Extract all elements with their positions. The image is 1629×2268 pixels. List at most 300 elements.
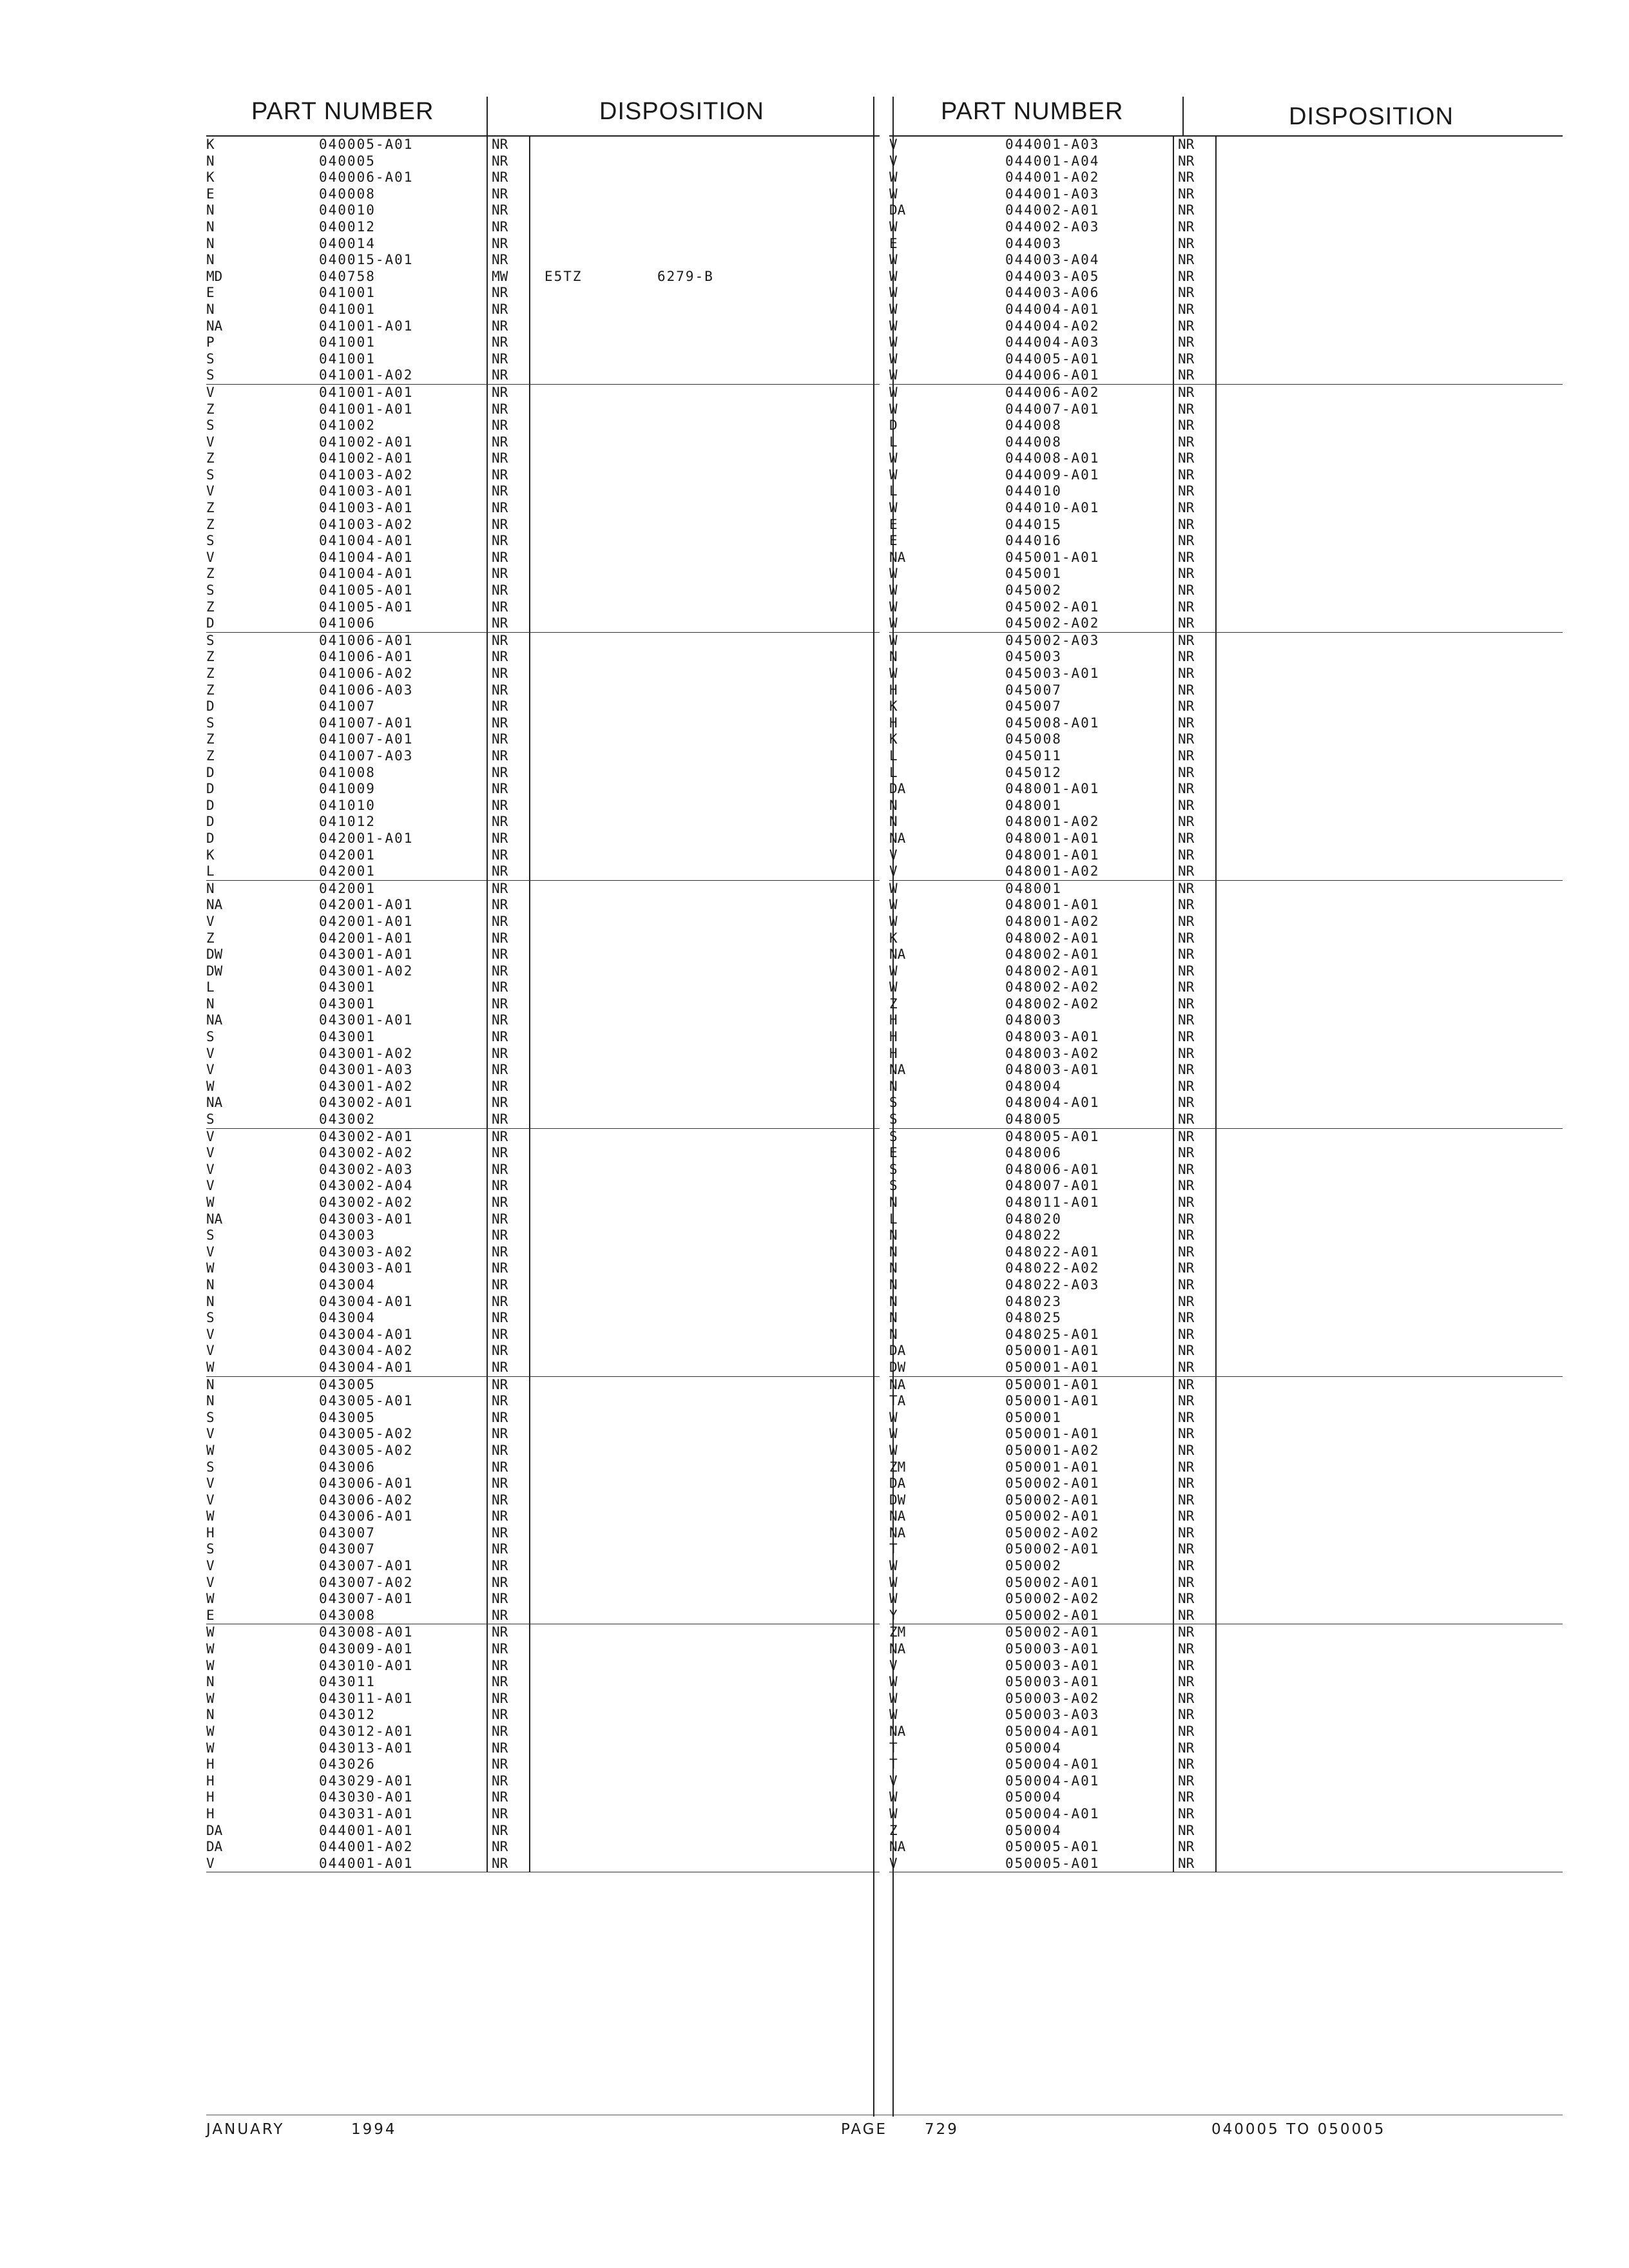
row-prefix: Z (206, 450, 215, 466)
table-row (206, 418, 880, 434)
row-disposition: NR (487, 1839, 530, 1856)
row-prefix: W (889, 1690, 898, 1706)
row-part-number: 041004-A01 (319, 533, 414, 549)
row-disposition: NR (1173, 517, 1217, 533)
row-disposition: NR (1173, 533, 1217, 550)
table-row (206, 1492, 880, 1509)
row-part-number: 043004-A01 (319, 1359, 414, 1375)
row-prefix: W (889, 979, 898, 995)
table-row (206, 781, 880, 798)
row-part-number: 044006-A01 (1005, 367, 1100, 383)
row-disposition: NR (487, 533, 530, 550)
row-disposition: NR (487, 153, 530, 170)
row-prefix: N (206, 301, 215, 317)
row-disposition: NR (487, 1541, 530, 1558)
row-prefix: D (889, 418, 898, 434)
row-part-number: 041007-A03 (319, 747, 414, 764)
row-prefix: N (889, 1227, 898, 1244)
table-row (889, 418, 1563, 434)
table-row (889, 1162, 1563, 1178)
table-row (206, 1111, 880, 1129)
row-disposition: NR (1173, 748, 1217, 765)
row-prefix: V (206, 1855, 215, 1871)
row-disposition: NR (487, 1211, 530, 1228)
row-prefix: NA (889, 1376, 906, 1392)
table-row (206, 219, 880, 236)
row-disposition: NR (487, 1111, 530, 1128)
row-part-number: 050005-A01 (1005, 1855, 1100, 1871)
row-prefix: NA (889, 830, 906, 846)
table-row (206, 1195, 880, 1211)
row-part-number: 041006-A01 (319, 649, 414, 665)
row-part-number: 050002-A01 (1005, 1492, 1100, 1508)
table-row (206, 1773, 880, 1790)
row-prefix: N (889, 1310, 898, 1326)
row-prefix: W (889, 1789, 898, 1805)
row-prefix: N (206, 1376, 215, 1392)
row-part-number: 048002-A02 (1005, 995, 1100, 1012)
row-part-number: 045002 (1005, 582, 1062, 599)
row-prefix: W (889, 318, 898, 334)
right-table-body (889, 137, 1563, 1872)
row-prefix: W (889, 285, 898, 301)
table-row (889, 367, 1563, 385)
row-prefix: V (889, 137, 898, 152)
row-disposition: NR (1173, 649, 1217, 666)
table-row (889, 649, 1563, 666)
table-row (206, 318, 880, 335)
table-row (889, 434, 1563, 451)
row-part-number: 041008 (319, 764, 376, 780)
table-row (889, 1277, 1563, 1294)
table-row (206, 1360, 880, 1377)
row-part-number: 043011-A01 (319, 1690, 414, 1706)
row-disposition: NR (1173, 385, 1217, 401)
row-prefix: Z (206, 599, 215, 615)
row-prefix: E (889, 235, 898, 251)
row-disposition: NR (1173, 467, 1217, 484)
row-disposition: NR (487, 1426, 530, 1443)
table-row (889, 1095, 1563, 1111)
table-row (206, 533, 880, 550)
row-disposition: NR (487, 302, 530, 318)
row-disposition: NR (487, 1525, 530, 1542)
table-row (889, 1658, 1563, 1675)
row-disposition: NR (487, 814, 530, 831)
row-prefix: K (206, 137, 215, 152)
table-row (889, 219, 1563, 236)
row-part-number: 048023 (1005, 1293, 1062, 1309)
row-prefix: S (889, 1111, 898, 1128)
row-prefix: D (206, 698, 215, 715)
row-prefix: Z (206, 401, 215, 417)
row-part-number: 043012 (319, 1707, 376, 1723)
row-part-number: 043006 (319, 1459, 376, 1475)
table-row (206, 1426, 880, 1443)
row-disposition: NR (1173, 996, 1217, 1013)
row-prefix: DA (889, 202, 906, 218)
table-row (889, 500, 1563, 517)
row-prefix: NA (889, 1839, 906, 1855)
table-row (206, 1658, 880, 1675)
row-disposition: NR (487, 285, 530, 302)
table-row (889, 1591, 1563, 1608)
row-disposition: NR (487, 1856, 530, 1872)
row-prefix: S (206, 1409, 215, 1425)
row-prefix: W (889, 401, 898, 417)
row-part-number: 040012 (319, 218, 376, 235)
row-disposition: NR (1173, 1823, 1217, 1840)
table-row (206, 334, 880, 351)
row-prefix: S (206, 418, 215, 434)
row-prefix: NA (206, 1211, 223, 1227)
row-prefix: Z (889, 995, 898, 1012)
row-disposition: NR (487, 1724, 530, 1740)
row-disposition: NR (487, 666, 530, 682)
row-disposition: NR (487, 731, 530, 748)
row-disposition: NR (487, 1443, 530, 1459)
left-table-header (206, 97, 880, 137)
table-row (889, 1360, 1563, 1377)
row-part-number: 050001-A01 (1005, 1393, 1100, 1409)
row-part-number: 044006-A02 (1005, 384, 1100, 400)
table-row (206, 1707, 880, 1724)
table-row (206, 1641, 880, 1658)
row-prefix: W (889, 615, 898, 631)
table-row (889, 566, 1563, 582)
row-part-number: 048002-A01 (1005, 930, 1100, 946)
table-row (889, 1012, 1563, 1029)
table-row (889, 1046, 1563, 1062)
row-disposition: NR (1173, 1856, 1217, 1872)
row-disposition: NR (1173, 1492, 1217, 1509)
row-prefix: S (206, 582, 215, 599)
row-disposition: NR (1173, 219, 1217, 236)
row-part-number: 043007-A02 (319, 1574, 414, 1590)
row-prefix: E (206, 1607, 215, 1623)
row-disposition: NR (487, 450, 530, 467)
row-part-number: 045003 (1005, 649, 1062, 665)
row-part-number: 044001-A01 (319, 1822, 414, 1838)
row-disposition: NR (487, 698, 530, 715)
row-prefix: V (889, 847, 898, 863)
table-row (889, 1773, 1563, 1790)
row-disposition: NR (487, 1641, 530, 1658)
row-prefix: H (889, 1045, 898, 1061)
row-disposition: NR (1173, 1079, 1217, 1095)
row-disposition: NR (1173, 1260, 1217, 1277)
table-row (889, 930, 1563, 947)
table-row (889, 385, 1563, 401)
row-part-number: 043012-A01 (319, 1724, 414, 1739)
row-disposition: NR (1173, 847, 1217, 864)
row-prefix: V (206, 1558, 215, 1574)
table-row (206, 385, 880, 401)
row-disposition: NR (487, 367, 530, 384)
table-row (206, 831, 880, 847)
row-part-number: 040008 (319, 186, 376, 202)
row-prefix: T (889, 1541, 898, 1557)
table-row (206, 1129, 880, 1146)
row-disposition: NR (1173, 1608, 1217, 1624)
row-part-number: 043006-A02 (319, 1492, 414, 1508)
row-part-number: 043004 (319, 1310, 376, 1326)
row-part-number: 043002-A04 (319, 1178, 414, 1194)
row-disposition: NR (1173, 1046, 1217, 1062)
table-row (206, 582, 880, 599)
row-disposition: NR (487, 1244, 530, 1261)
table-row (889, 202, 1563, 219)
row-prefix: L (889, 764, 898, 780)
row-prefix: NA (206, 1095, 223, 1111)
row-prefix: NA (889, 1724, 906, 1739)
row-disposition: NR (1173, 1360, 1217, 1376)
row-part-number: 048001 (1005, 797, 1062, 813)
row-prefix: N (206, 1707, 215, 1723)
row-disposition: NR (1173, 401, 1217, 418)
disposition-heading: DISPOSITION (1289, 103, 1454, 130)
row-prefix: H (206, 1756, 215, 1773)
row-part-number: 044001-A02 (319, 1839, 414, 1855)
row-part-number: 041012 (319, 814, 376, 830)
row-prefix: Z (206, 731, 215, 747)
row-prefix: W (889, 913, 898, 929)
row-disposition: NR (1173, 302, 1217, 318)
row-disposition: NR (1173, 947, 1217, 963)
table-row (206, 1674, 880, 1691)
row-part-number: 048001-A01 (1005, 781, 1100, 797)
row-prefix: NA (889, 1641, 906, 1657)
row-part-number: 045002-A02 (1005, 615, 1100, 631)
row-part-number: 050003-A01 (1005, 1657, 1100, 1673)
table-row (889, 1475, 1563, 1492)
row-disposition: NR (487, 1393, 530, 1410)
table-row (889, 550, 1563, 566)
row-part-number: 042001-A01 (319, 913, 414, 929)
table-row (889, 633, 1563, 649)
row-prefix: W (206, 1740, 215, 1756)
table-row (206, 881, 880, 898)
row-prefix: Y (889, 1607, 898, 1623)
table-row (206, 798, 880, 814)
row-prefix: Z (889, 1822, 898, 1838)
row-prefix: W (206, 1508, 215, 1524)
row-prefix: H (889, 715, 898, 731)
table-row (889, 582, 1563, 599)
row-part-number: 043003 (319, 1227, 376, 1244)
table-row (206, 599, 880, 616)
table-row (206, 1046, 880, 1062)
table-row (889, 881, 1563, 898)
table-row (206, 236, 880, 253)
row-part-number: 041005-A01 (319, 582, 414, 599)
table-row (206, 1740, 880, 1757)
row-disposition: NR (1173, 153, 1217, 170)
row-part-number: 044001-A04 (1005, 153, 1100, 169)
table-row (206, 169, 880, 186)
table-row (889, 1079, 1563, 1095)
row-prefix: W (889, 466, 898, 483)
table-row (889, 1789, 1563, 1806)
row-disposition: NR (1173, 765, 1217, 782)
table-row (206, 1393, 880, 1410)
row-prefix: N (206, 880, 215, 896)
row-disposition: NR (1173, 1839, 1217, 1856)
table-row (889, 236, 1563, 253)
row-disposition-note: E5TZ (545, 268, 583, 284)
row-disposition: NR (1173, 1095, 1217, 1111)
table-row (889, 1508, 1563, 1525)
row-disposition: NR (487, 930, 530, 947)
table-row (206, 863, 880, 881)
row-prefix: W (889, 500, 898, 516)
table-row (206, 137, 880, 153)
table-row (889, 318, 1563, 335)
row-disposition: NR (1173, 1789, 1217, 1806)
row-disposition: NR (1173, 1459, 1217, 1476)
table-row (889, 914, 1563, 930)
table-row (889, 1294, 1563, 1311)
row-disposition: NR (1173, 963, 1217, 980)
row-part-number: 050004-A01 (1005, 1756, 1100, 1773)
row-part-number: 050004 (1005, 1822, 1062, 1838)
table-row (206, 1608, 880, 1625)
row-prefix: K (889, 698, 898, 715)
row-part-number: 043001-A02 (319, 963, 414, 979)
row-prefix: NA (206, 318, 223, 334)
row-prefix: S (206, 1111, 215, 1128)
row-disposition: NR (487, 1029, 530, 1046)
row-disposition: NR (1173, 1740, 1217, 1757)
row-prefix: DA (889, 1475, 906, 1492)
row-part-number: 048001-A02 (1005, 814, 1100, 830)
table-row (889, 863, 1563, 881)
row-part-number: 044005-A01 (1005, 351, 1100, 367)
table-row (206, 186, 880, 203)
row-part-number: 041007-A01 (319, 731, 414, 747)
row-prefix: L (889, 1211, 898, 1227)
row-disposition: NR (1173, 599, 1217, 616)
row-disposition: NR (487, 550, 530, 566)
row-disposition: NR (1173, 1111, 1217, 1128)
table-row (889, 1377, 1563, 1394)
row-prefix: DW (206, 947, 223, 963)
table-row (206, 1856, 880, 1873)
row-disposition: NR (487, 996, 530, 1013)
row-prefix: H (206, 1524, 215, 1541)
table-row (889, 831, 1563, 847)
table-row (889, 798, 1563, 814)
row-disposition: NR (487, 1327, 530, 1343)
row-disposition: NR (1173, 1558, 1217, 1575)
row-part-number: 041001-A01 (319, 401, 414, 417)
right-column (889, 97, 1563, 1872)
row-disposition: NR (1173, 798, 1217, 814)
row-part-number: 044003 (1005, 235, 1062, 251)
table-row (889, 847, 1563, 864)
table-row (889, 599, 1563, 616)
row-disposition: NR (487, 1558, 530, 1575)
table-row (206, 153, 880, 170)
table-row (889, 401, 1563, 418)
row-prefix: W (889, 450, 898, 466)
table-row (206, 1012, 880, 1029)
row-part-number: 050004 (1005, 1740, 1062, 1756)
row-part-number: 043002 (319, 1111, 376, 1128)
row-prefix: W (889, 1426, 898, 1442)
row-prefix: E (889, 533, 898, 549)
row-disposition: NR (487, 963, 530, 980)
row-part-number: 045002-A01 (1005, 599, 1100, 615)
row-part-number: 042001-A01 (319, 830, 414, 846)
table-row (889, 285, 1563, 302)
row-part-number: 048004-A01 (1005, 1095, 1100, 1111)
row-prefix: W (889, 880, 898, 896)
footer-month: JANUARY (206, 2121, 285, 2138)
table-row (889, 1707, 1563, 1724)
row-part-number: 043004-A02 (319, 1343, 414, 1359)
row-disposition: NR (487, 1591, 530, 1608)
row-disposition: NR (1173, 1624, 1217, 1641)
table-row (206, 367, 880, 385)
footer-page-label: PAGE (841, 2121, 888, 2138)
table-row (206, 1508, 880, 1525)
row-prefix: N (889, 1326, 898, 1342)
row-disposition: NR (487, 186, 530, 203)
table-row (889, 186, 1563, 203)
row-disposition: NR (1173, 582, 1217, 599)
row-disposition: NR (487, 615, 530, 632)
row-disposition: NR (487, 1806, 530, 1823)
row-prefix: N (889, 1293, 898, 1309)
row-part-number: 048003-A02 (1005, 1045, 1100, 1061)
row-prefix: V (206, 1062, 215, 1078)
row-prefix: MD (206, 268, 223, 284)
row-disposition: NR (487, 1475, 530, 1492)
row-part-number: 041002-A01 (319, 450, 414, 466)
table-row (206, 1260, 880, 1277)
row-disposition: NR (1173, 698, 1217, 715)
footer-year: 1994 (351, 2121, 397, 2138)
table-row (889, 996, 1563, 1013)
row-prefix: H (206, 1789, 215, 1805)
table-row (206, 1591, 880, 1608)
row-disposition: NR (487, 1410, 530, 1427)
table-row (889, 615, 1563, 633)
row-disposition: NR (1173, 633, 1217, 649)
table-row (206, 897, 880, 914)
row-part-number: 044010-A01 (1005, 500, 1100, 516)
row-disposition: NR (487, 467, 530, 484)
row-part-number: 041003-A01 (319, 500, 414, 516)
row-prefix: V (206, 1128, 215, 1144)
row-part-number: 050002-A01 (1005, 1607, 1100, 1623)
row-prefix: W (889, 301, 898, 317)
row-part-number: 048002-A01 (1005, 963, 1100, 979)
row-disposition: NR (1173, 1129, 1217, 1146)
row-disposition: NR (487, 633, 530, 649)
table-row (889, 1541, 1563, 1558)
row-part-number: 042001 (319, 863, 376, 879)
row-disposition: NR (1173, 1674, 1217, 1691)
row-prefix: N (889, 1078, 898, 1094)
row-prefix: W (889, 1805, 898, 1821)
row-part-number: 044004-A01 (1005, 301, 1100, 317)
row-prefix: K (206, 169, 215, 186)
row-part-number: 050003-A03 (1005, 1707, 1100, 1723)
row-prefix: NA (889, 947, 906, 963)
row-prefix: W (889, 599, 898, 615)
